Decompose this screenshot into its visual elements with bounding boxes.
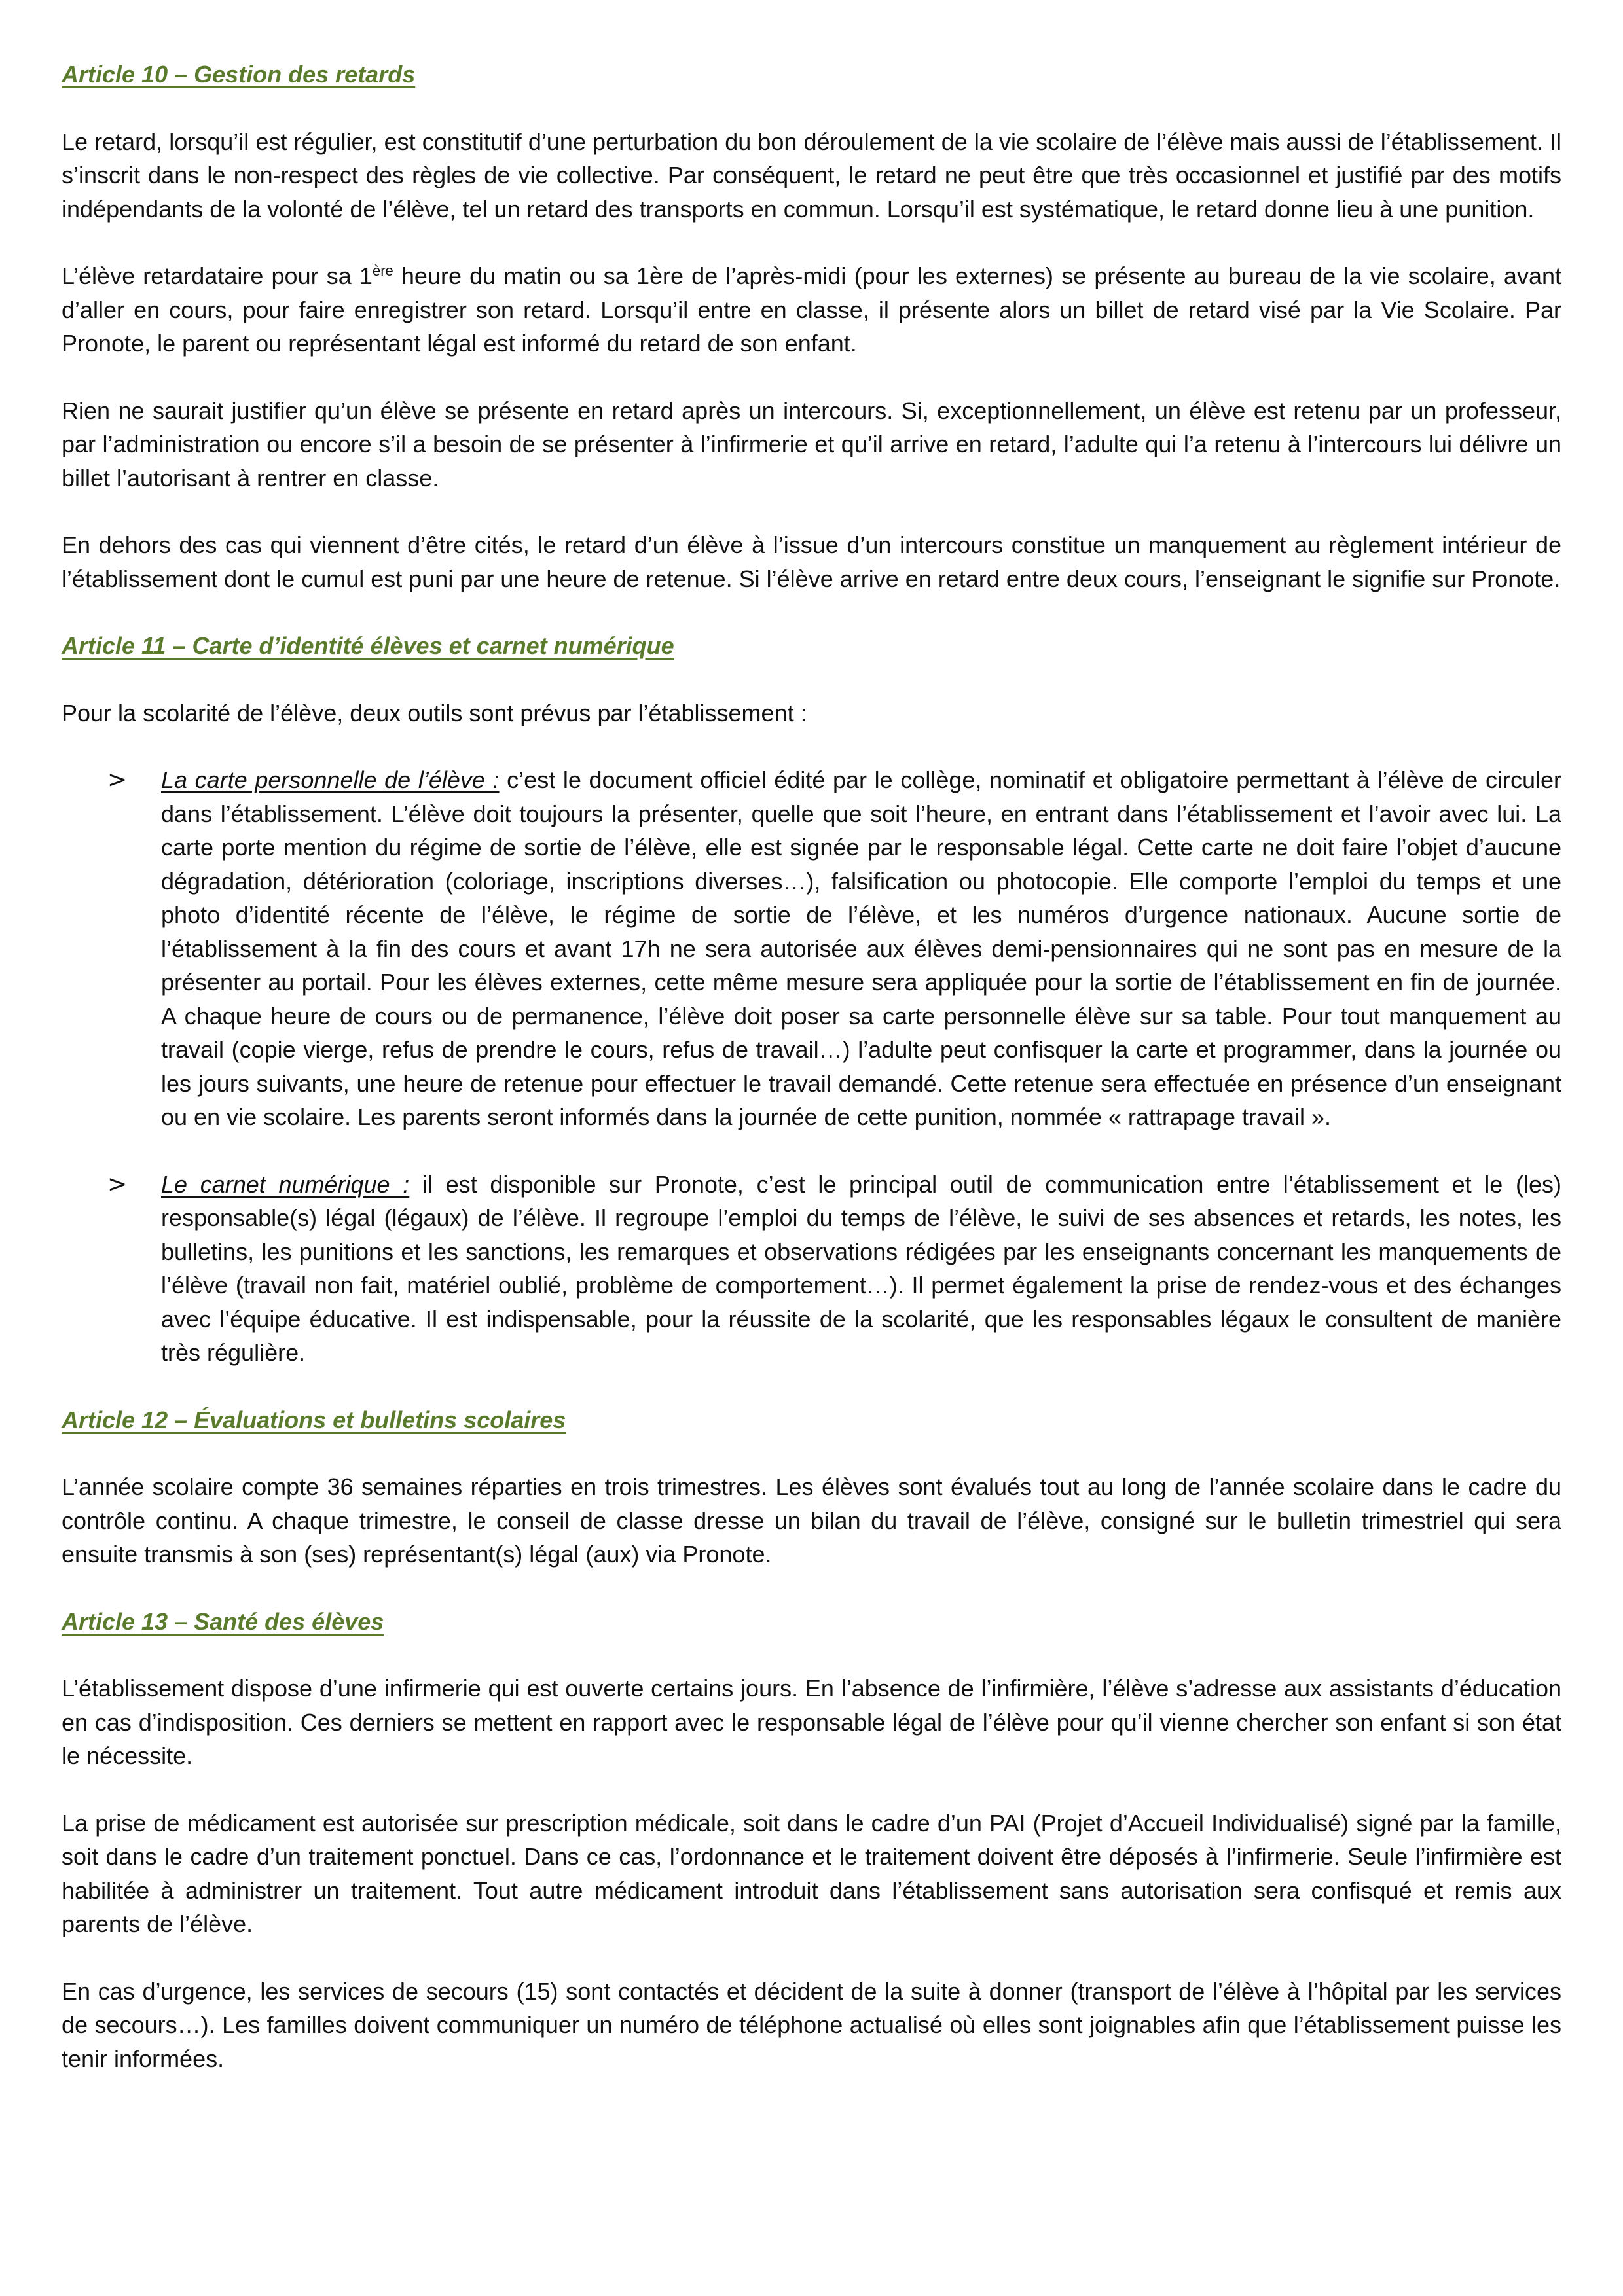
article-10 xyxy=(62,58,1561,596)
list-item-text: c’est le document officiel édité par le collège, nominatif et obligatoire permettant à l’élève de circuler dans l’établissement. L’élève doit toujours la présenter, quelle que soit l’heure, en entrant dans l’établissement et l’avoir avec lui. La carte porte mention du régime de sortie de l’élève, elle est signée par le responsable légal. Cette carte ne doit faire l’objet d’aucune dégradation, détérioration (coloriage, inscriptions diverses…), falsification ou photocopie. Elle comporte l’emploi du temps et une photo d’identité récente de l’élève, le régime de sortie de l’élève, et les numéros d’urgence nationaux. Aucune sortie de l’établissement à la fin des cours et avant 17h ne sera autorisée aux élèves demi-pensionnaires qui ne sont pas en mesure de la présenter au portail. Pour les élèves externes, cette même mesure sera appliquée pour la sortie de l’établissement en fin de journée. A chaque heure de cours ou de permanence, l’élève doit poser sa carte personnelle élève sur sa table. Pour tout manquement au travail (copie vierge, refus de prendre le cours, refus de travail…) l’adulte peut confisquer la carte et programmer, dans la journée ou les jours suivants, une heure de retenue pour effectuer le travail demandé. Cette retenue sera effectuée en présence d’un enseignant ou en vie scolaire. Les parents seront informés dans la journée de cette punition, nommée « rattrapage travail ». xyxy=(161,766,1561,1130)
article-10-paragraph-3: Rien ne saurait justifier qu’un élève se présente en retard après un intercours. Si, exceptionnellement, un élève est retenu par un professeur, par l’administration ou encore s’il a besoin de se présenter à l’infirmerie et qu’il arrive en retard, l’adulte qui l’a retenu à l’intercours lui délivre un billet l’autorisant à rentrer en classe. xyxy=(62,397,1561,492)
superscript-ere: ère xyxy=(372,262,393,279)
list-item-text: il est disponible sur Pronote, c’est le principal outil de communication entre l’établissement et le (les) responsable(s) légal (légaux) de l’élève. Il regroupe l’emploi du temps de l’élève, le suivi de ses absences et retards, les notes, les bulletins, les punitions et les sanctions, les remarques et observations rédigées par les enseignants concernant les manquements de l’élève (travail non fait, matériel oublié, problème de comportement…). Il permet également la prise de rendez-vous et des échanges avec l’équipe éducative. Il est indispensable, pour la réussite de la scolarité, que les responsables légaux le consultent de manière très régulière. xyxy=(161,1170,1561,1366)
article-12-heading: Article 12 – Évaluations et bulletins scolaires xyxy=(62,1406,566,1433)
bullet-arrow-icon: > xyxy=(107,1170,128,1198)
article-10-paragraph-2-rest: heure du matin ou sa 1ère de l’après-midi (pour les externes) se présente au bureau de la vie scolaire, avant d’aller en cours, pour faire enregistrer son retard. Lorsqu’il entre en classe, il présente alors un billet de retard visé par la Vie Scolaire. Par Pronote, le parent ou représentant légal est informé du retard de son enfant. xyxy=(62,262,1561,357)
article-12-paragraph-1: L’année scolaire compte 36 semaines réparties en trois trimestres. Les élèves sont évalués tout au long de l’année scolaire dans le cadre du contrôle continu. A chaque trimestre, le conseil de classe dresse un bilan du travail de l’élève, consigné sur le bulletin trimestriel qui sera ensuite transmis à son (ses) représentant(s) légal (aux) via Pronote. xyxy=(62,1473,1561,1568)
article-10-paragraph-1: Le retard, lorsqu’il est régulier, est constitutif d’une perturbation du bon déroulement de la vie scolaire de l’élève mais aussi de l’établissement. Il s’inscrit dans le non-respect des règles de vie collective. Par conséquent, le retard ne peut être que très occasionnel et justifié par des motifs indépendants de la volonté de l’élève, tel un retard des transports en commun. Lorsqu’il est systématique, le retard donne lieu à une punition. xyxy=(62,128,1561,223)
article-11 xyxy=(62,629,1561,1370)
list-item-term: Le carnet numérique : xyxy=(161,1170,410,1198)
article-10-paragraph-2 xyxy=(62,259,1561,361)
article-13 xyxy=(62,1605,1561,2076)
article-13-paragraph-2: La prise de médicament est autorisée sur prescription médicale, soit dans le cadre d’un PAI (Projet d’Accueil Individualisé) signé par la famille, soit dans le cadre d’un traitement ponctuel. Dans ce cas, l’ordonnance et le traitement doivent être déposés à l’infirmerie. Seule l’infirmière est habilitée à administrer un traitement. Tout autre médicament introduit dans l’établissement sans autorisation sera confisqué et remis aux parents de l’élève. xyxy=(62,1809,1561,1937)
tools-list xyxy=(62,763,1561,1370)
list-item-carnet-numerique xyxy=(62,1168,1561,1370)
bullet-arrow-icon: > xyxy=(107,766,128,793)
list-item-carte-personnelle xyxy=(62,763,1561,1134)
article-13-paragraph-1: L’établissement dispose d’une infirmerie qui est ouverte certains jours. En l’absence de l’infirmière, l’élève s’adresse aux assistants d’éducation en cas d’indisposition. Ces derniers se mettent en rapport avec le responsable légal de l’élève pour qu’il vienne chercher son enfant si son état le nécessite. xyxy=(62,1675,1561,1769)
article-10-heading: Article 10 – Gestion des retards xyxy=(62,61,416,88)
article-12 xyxy=(62,1403,1561,1571)
article-13-heading: Article 13 – Santé des élèves xyxy=(62,1607,384,1635)
article-11-heading: Article 11 – Carte d’identité élèves et carnet numérique xyxy=(62,632,674,659)
article-11-intro: Pour la scolarité de l’élève, deux outils sont prévus par l’établissement : xyxy=(62,699,807,726)
article-10-paragraph-4: En dehors des cas qui viennent d’être cités, le retard d’un élève à l’issue d’un intercours constitue un manquement au règlement intérieur de l’établissement dont le cumul est puni par une heure de retenue. Si l’élève arrive en retard entre deux cours, l’enseignant le signifie sur Pronote. xyxy=(62,531,1561,592)
article-13-paragraph-3: En cas d’urgence, les services de secours (15) sont contactés et décident de la suite à donner (transport de l’élève à l’hôpital par les services de secours…). Les familles doivent communiquer un numéro de téléphone actualisé où elles sont joignables afin que l’établissement puisse les tenir informées. xyxy=(62,1977,1561,2072)
article-10-paragraph-2-start: L’élève retardataire pour sa 1 xyxy=(62,262,373,289)
list-item-term: La carte personnelle de l’élève : xyxy=(161,766,500,793)
